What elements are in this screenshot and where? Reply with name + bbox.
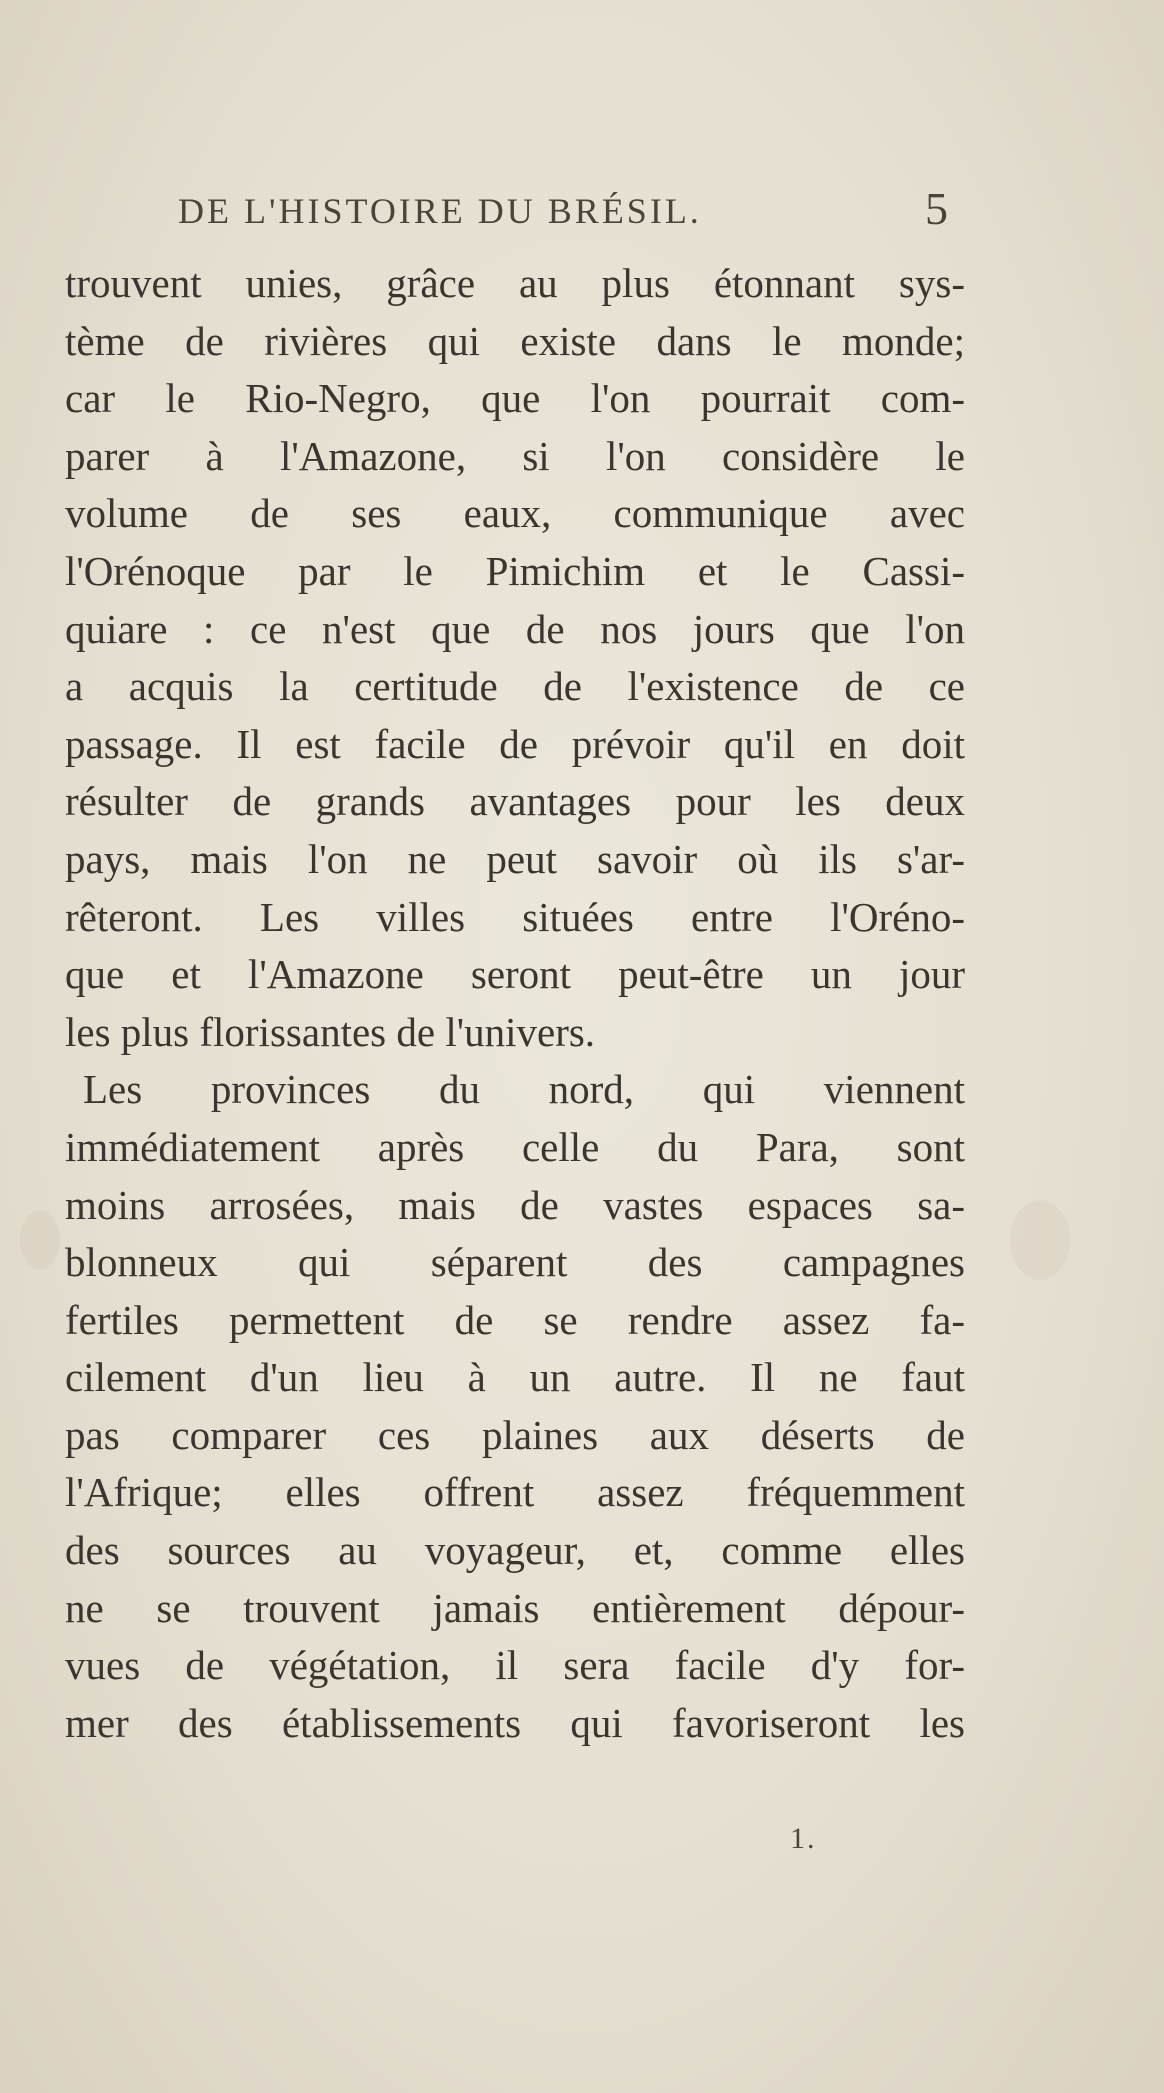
text-line: l'Afrique; elles offrent assez fréquemment — [65, 1469, 965, 1516]
text-line: a acquis la certitude de l'existence de ce — [65, 663, 965, 710]
text-line: vues de végétation, il sera facile d'y for- — [65, 1642, 965, 1689]
text-line: blonneux qui séparent des campagnes — [65, 1239, 965, 1286]
paper-stain — [20, 1210, 60, 1270]
text-line: quiare : ce n'est que de nos jours que l'on — [65, 605, 965, 652]
text-line: volume de ses eaux, communique avec — [65, 490, 965, 537]
page-number: 5 — [925, 183, 948, 234]
text-line: mer des établissements qui favoriseront les — [65, 1699, 965, 1746]
text-line: tème de rivières qui existe dans le monde; — [65, 317, 965, 364]
text-line: cilement d'un lieu à un autre. Il ne faut — [65, 1354, 965, 1401]
text-line: car le Rio-Negro, que l'on pourrait com- — [65, 375, 965, 422]
text-line: immédiatement après celle du Para, sont — [65, 1123, 965, 1170]
running-title: DE L'HISTOIRE DU BRÉSIL. — [178, 191, 702, 231]
signature-mark: 1. — [790, 1822, 817, 1855]
body-text — [65, 255, 965, 1752]
text-line: résulter de grands avantages pour les deux — [65, 778, 965, 825]
text-line: passage. Il est facile de prévoir qu'il en doit — [65, 720, 965, 767]
text-line: pas comparer ces plaines aux déserts de — [65, 1411, 965, 1458]
text-line: Les provinces du nord, qui viennent — [83, 1066, 965, 1113]
text-line: des sources au voyageur, et, comme elles — [65, 1527, 965, 1574]
text-line: fertiles permettent de se rendre assez fa- — [65, 1296, 965, 1343]
text-line: rêteront. Les villes situées entre l'Oréno- — [65, 893, 965, 940]
paper-stain — [1010, 1200, 1070, 1280]
text-line: ne se trouvent jamais entièrement dépour- — [65, 1584, 965, 1631]
page-header — [178, 182, 948, 242]
text-line: moins arrosées, mais de vastes espaces sa- — [65, 1181, 965, 1228]
text-line: les plus florissantes de l'univers. — [65, 1008, 596, 1055]
text-line: pays, mais l'on ne peut savoir où ils s'ar- — [65, 835, 965, 882]
text-line: trouvent unies, grâce au plus étonnant sys- — [65, 260, 965, 306]
text-line: l'Orénoque par le Pimichim et le Cassi- — [65, 547, 965, 594]
text-line: parer à l'Amazone, si l'on considère le — [65, 432, 965, 479]
text-line: que et l'Amazone seront peut-être un jour — [65, 951, 965, 998]
